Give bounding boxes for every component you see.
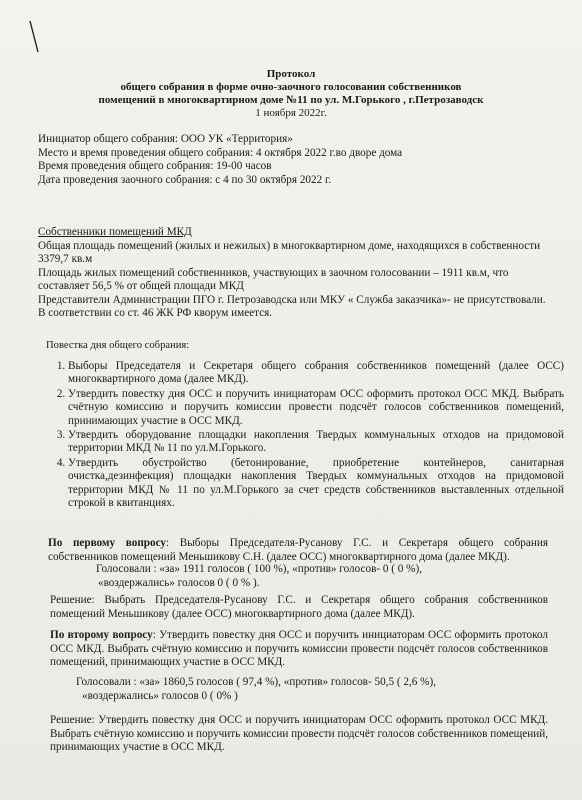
time-line: Время проведения общего собрания: 19-00 часов xyxy=(38,160,272,172)
document-title: Протокол xyxy=(266,68,316,80)
question-2-label: По второму вопросу xyxy=(50,629,153,641)
agenda-item: 1. Выборы Председателя и Секретаря общего собрания собственников помещений (далее ОСС) многоквартирного дома (далее МКД). xyxy=(68,360,564,387)
document-date: 1 ноября 2022г. xyxy=(255,107,327,119)
question-2-text: : Утвердить повестку дня ОСС и поручить инициаторам ОСС оформить протокол ОСС МКД. Выбрать счётную комиссию и поручить комиссии провести подсчёт голосов собственников помещений, принимающих участие в ОСС МКД. xyxy=(50,629,548,668)
question-1-votes xyxy=(96,563,422,590)
document-header xyxy=(0,68,582,120)
votes-line: Голосовали : «за» 1911 голосов ( 100 %), «против» голосов- 0 ( 0 %), xyxy=(96,563,423,575)
absentee-date-line: Дата проведения заочного собрания: с 4 по 30 октября 2022 г. xyxy=(38,173,332,186)
agenda-heading: Повестка дня общего собрания: xyxy=(46,340,190,351)
question-2-votes xyxy=(76,676,436,703)
quorum-text: В соответствии со ст. 46 ЖК РФ кворум имеется. xyxy=(38,307,273,319)
total-area-text: Общая площадь помещений (жилых и нежилых) в многоквартирном доме, находящихся в собственности 3379,7 кв.м xyxy=(38,239,541,265)
question-2-decision: Решение: Утвердить повестку дня ОСС и поручить инициаторам ОСС оформить протокол ОСС МКД. Выбрать счётную комиссию и поручить комиссии провести подсчёт голосов собственников помещений, принимающих участие в ОСС МКД. xyxy=(50,714,548,753)
owners-heading: Собственники помещений МКД xyxy=(38,226,192,238)
header-line-2: помещений в многоквартирном доме №11 по ул. М.Горького , г.Петрозаводск xyxy=(98,94,484,106)
question-1 xyxy=(48,537,548,564)
votes-line: Голосовали : «за» 1860,5 голосов ( 97,4 %), «против» голосов- 50,5 ( 2,6 %), xyxy=(76,676,436,688)
residential-area-text: Площадь жилых помещений собственников, участвующих в заочном голосовании – 1911 кв.м, что составляет 56,5 % от общей площади МКД xyxy=(38,266,509,292)
administration-text: Представители Администрации ПГО г. Петрозаводска или МКУ « Служба заказчика»- не присутствовали. xyxy=(38,293,546,306)
question-1-decision: Решение: Выбрать Председателя-Русанову Г.С. и Секретаря общего собрания собственников помещений Меньшикову (далее ОСС) многоквартирного дома (далее МКД). xyxy=(50,594,548,620)
place-line: Место и время проведения общего собрания: 4 октября 2022 г.во дворе дома xyxy=(38,146,403,159)
votes-line: «воздержались» голосов 0 ( 0 % ). xyxy=(98,576,260,589)
agenda-item: 2. Утвердить повестку дня ОСС и поручить инициаторам ОСС оформить протокол ОСС МКД. Выбрать счётную комиссию и поручить комиссии провести подсчёт голосов собственников помещений, принимающих участие в ОСС МКД. xyxy=(68,388,564,428)
question-1-label: По первому вопросу xyxy=(48,537,167,549)
agenda-item: 3. Утвердить оборудование площадки накопления Твердых коммунальных отходов на придомовой территории МКД № 11 по ул.М.Горького. xyxy=(68,429,564,456)
pen-stroke-mark xyxy=(29,20,40,54)
votes-line: «воздержались» голосов 0 ( 0% ) xyxy=(82,689,238,702)
question-2 xyxy=(50,629,548,670)
question-1-text: : Выборы Председателя-Русанову Г.С. и Секретаря общего собрания собственников помещений Меньшикову С.Н. (далее ОСС) многоквартирного дома (далее МКД). xyxy=(48,537,548,563)
initiator-line: Инициатор общего собрания: ООО УК «Территория» xyxy=(38,133,293,145)
agenda-item: 4. Утвердить обустройство (бетонирование, приобретение контейнеров, санитарная очистка,дезинфекция) площадки накопления Твердых коммунальных отходов на придомовой территории МКД № 11 по ул.М.Горького за счет средств собственников выставленных отдельной строкой в квитанциях. xyxy=(68,457,564,511)
meeting-info xyxy=(38,133,402,187)
owners-section xyxy=(38,226,558,321)
header-line-1: общего собрания в форме очно-заочного голосования собственников xyxy=(120,81,462,93)
agenda-list xyxy=(52,360,564,511)
